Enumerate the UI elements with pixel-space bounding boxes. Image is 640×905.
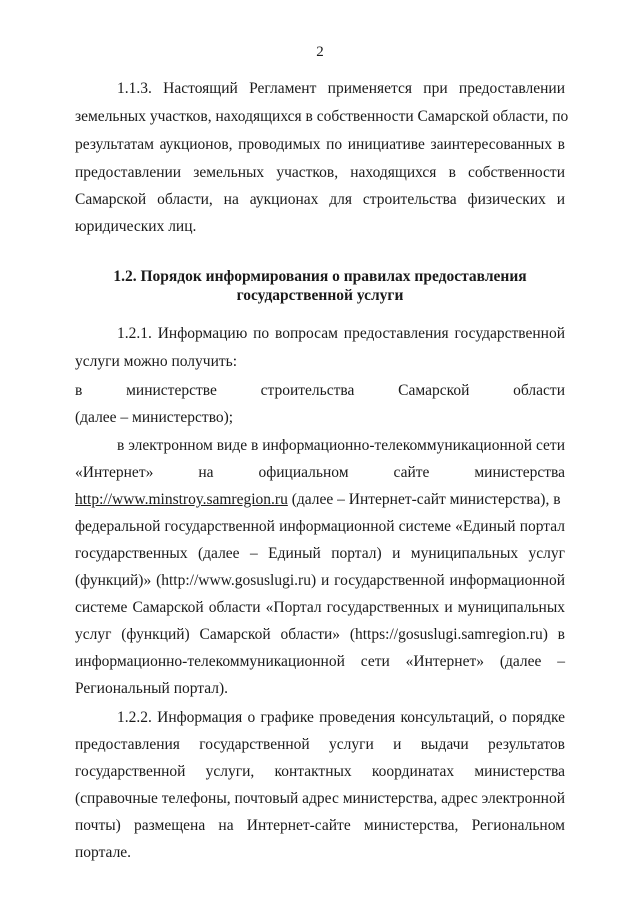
p121-line-1: 1.2.1. Информацию по вопросам предоставления государственной	[117, 325, 565, 342]
p122-line-2: предоставления государственной услуги и выдачи результатов	[75, 736, 565, 753]
p113-line-1: 1.1.3. Настоящий Регламент применяется при предоставлении	[117, 80, 565, 97]
p121-line-4: (далее – министерство);	[75, 409, 234, 426]
p121-line-14: Региональный портал).	[75, 680, 229, 697]
p121-line-7-rest: (далее – Интернет-сайт министерства), в	[291, 491, 561, 508]
p121-line-3: в министерстве строительства Самарской области	[75, 382, 565, 399]
p121-line-11: системе Самарской области «Портал государственных и муниципальных	[75, 599, 565, 616]
p122-line-3: государственной услуги, контактных координатах министерства	[75, 763, 565, 780]
p121-line-5: в электронном виде в информационно-телекоммуникационной сети	[117, 437, 565, 454]
section-title-line-2: государственной услуги	[236, 287, 404, 304]
p121-line-2: услуги можно получить:	[75, 353, 238, 370]
p121-line-9: государственных (далее – Единый портал) и муниципальных услуг	[75, 545, 565, 562]
p121-line-10: (функций)» (http://www.gosuslugi.ru) и государственной информационной	[75, 572, 565, 589]
p121-line-6: «Интернет» на официальном сайте министерства	[75, 464, 565, 481]
page-number: 2	[316, 44, 324, 60]
p113-line-4: предоставлении земельных участков, находящихся в собственности	[75, 164, 565, 181]
p122-line-5: почты) размещена на Интернет-сайте министерства, Региональном	[75, 817, 565, 834]
p122-line-1: 1.2.2. Информация о графике проведения консультаций, о порядке	[117, 709, 565, 726]
p113-line-2: земельных участков, находящихся в собственности Самарской области, по	[75, 108, 569, 125]
p121-line-7	[75, 490, 565, 510]
ministry-website-link[interactable]: http://www.minstroy.samregion.ru	[75, 491, 288, 508]
section-title-line-1: 1.2. Порядок информирования о правилах предоставления	[113, 268, 527, 285]
p122-line-6: портале.	[75, 844, 132, 861]
p121-line-8: федеральной государственной информационной системе «Единый портал	[75, 518, 565, 535]
p113-line-3: результатам аукционов, проводимых по инициативе заинтересованных в	[75, 136, 565, 153]
p121-line-13: информационно-телекоммуникационной сети «Интернет» (далее –	[75, 653, 565, 670]
p122-line-4: (справочные телефоны, почтовый адрес министерства, адрес электронной	[75, 790, 566, 807]
p113-line-6: юридических лиц.	[75, 218, 197, 235]
p121-line-12: услуг (функций) Самарской области» (https://gosuslugi.samregion.ru) в	[75, 626, 565, 643]
p113-line-5: Самарской области, на аукционах для строительства физических и	[75, 191, 565, 208]
